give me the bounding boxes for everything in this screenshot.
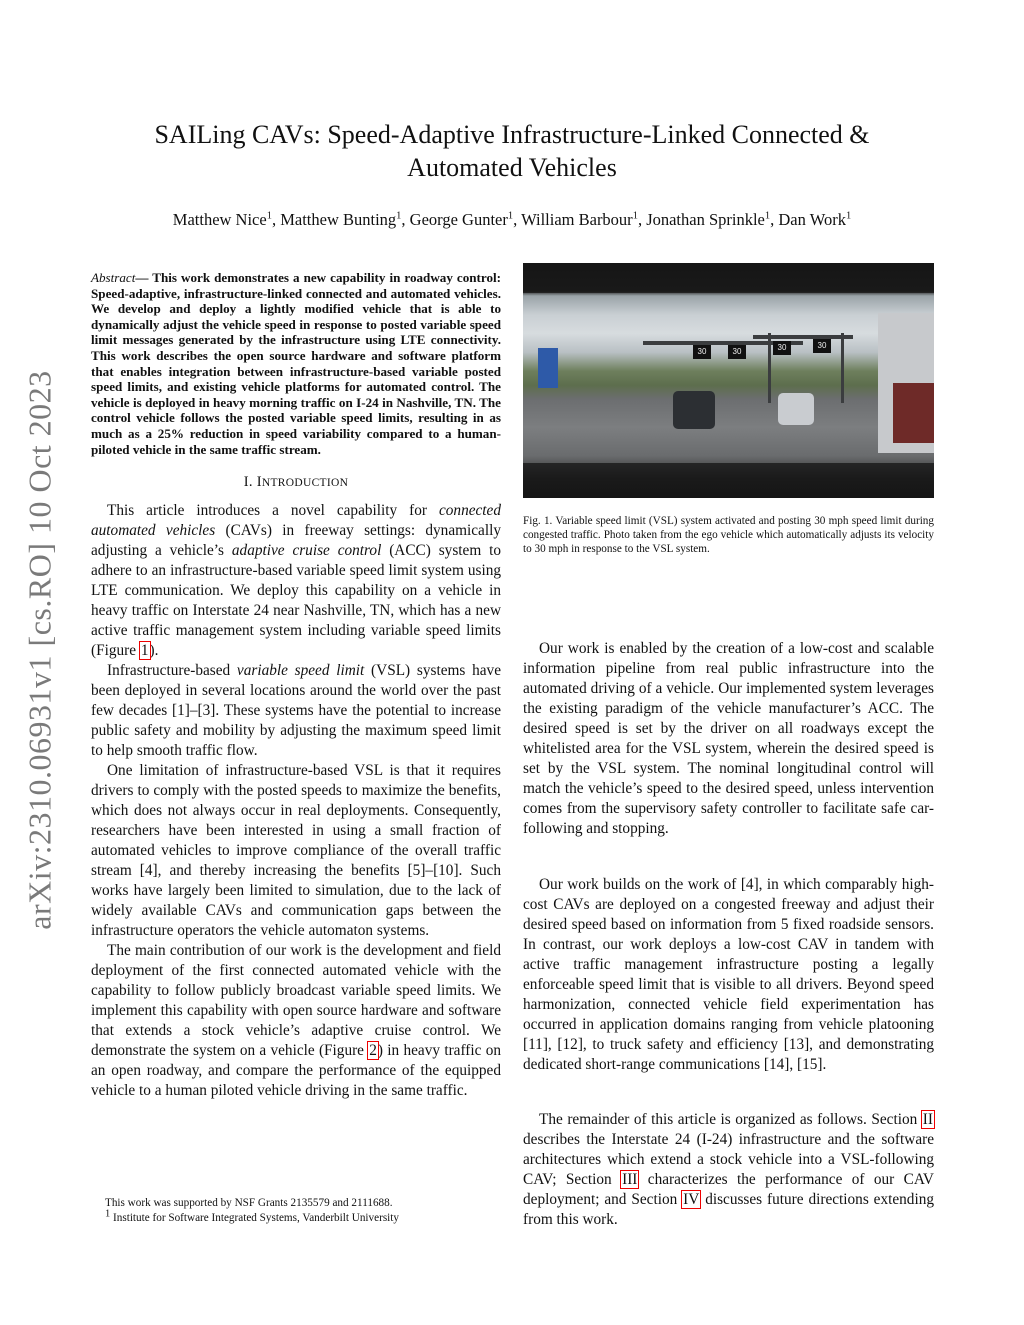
- lead-vehicle: [673, 391, 715, 429]
- author: George Gunter$^1$: [409, 210, 514, 229]
- section-ref-link[interactable]: III: [622, 1171, 638, 1188]
- footnote: [91, 1196, 501, 1226]
- dashboard-shade: [523, 463, 934, 498]
- section-ref-link[interactable]: IV: [683, 1191, 700, 1208]
- sign-gantry: [753, 335, 853, 339]
- author: Matthew Bunting$^1$: [280, 210, 402, 229]
- paper-title: [130, 118, 894, 184]
- figure-1-caption: Fig. 1. Variable speed limit (VSL) system activated and posting 30 mph speed limit during congested traffic. Photo taken from the ego vehicle which automatically adjusts its velocity to 30 mph in response to the VSL system.: [523, 515, 934, 555]
- affiliation-note: $^1$ Institute for Software Integrated Systems, Vanderbilt University: [105, 1208, 399, 1224]
- funding-note: This work was supported by NSF Grants 2135579 and 2111688.: [105, 1197, 393, 1209]
- arxiv-watermark: [20, 360, 60, 940]
- abstract-text: This work demonstrates a new capability in roadway control: Speed-adaptive, infrastructure-linked connected and automated vehicles. We develop and deploy a lightly modified vehicle that is able to dynamically adjust the vehicle speed in response to posted variable speed limit messages generated by the infrastructure using LTE connectivity. This work describes the open source hardware and software platform that enables integration between infrastructure-based variable posted speed limits, and existing vehicle platforms for automated control. The vehicle is deployed in heavy morning traffic on I-24 in Nashville, TN. The control vehicle follows the posted variable speed limits, resulting in as much as a 25% reduction in speed variability compared to a human-piloted vehicle in the same traffic stream.: [91, 270, 501, 457]
- vsl-sign: 30: [693, 345, 711, 359]
- gantry-pole: [768, 333, 771, 403]
- section-heading-introduction: I. INTRODUCTION: [243, 474, 349, 491]
- right-paragraph-1: Our work is enabled by the creation of a low-cost and scalable information pipeline from real public infrastructure into the automated driving of a vehicle. Our implemented system leverages the existing paradigm of the vehicle manufacturer’s ACC. The desired speed is set by the driver on all roadways except the whitelisted area for the VSL system, wherein the desired speed is set by the VSL system. The nominal longitudinal control will match the vehicle’s speed to the desired speed, unless intervention comes from the supervisory safety controller to facilitate safe car-following and stopping.: [523, 640, 934, 837]
- vehicle: [778, 393, 814, 425]
- right-column-block-1: [523, 639, 934, 839]
- vsl-sign: 30: [728, 345, 746, 359]
- author-list: Matthew Nice$^1$, Matthew Bunting$^1$, George Gunter$^1$, William Barbour$^1$, Jonathan Sprinkle$^1$, Dan Work$^1$: [172, 210, 852, 229]
- vehicle: [893, 383, 934, 443]
- right-paragraph-2: Our work builds on the work of [4], in which comparably high-cost CAVs are deployed on a congested freeway and adjust their desired speed based on information from 5 fixed roadside sensors. In contrast, our work deploys a low-cost CAV in tandem with active traffic management infrastructure posting a legally enforceable speed limit that is visible to all drivers. Beyond speed harmonization, connected vehicle field experimentation has occurred in application domains ranging from vehicle platooning [11], [12], to truck safety and efficiency [13], and demonstrating dedicated short-range communications [14], [15].: [523, 876, 934, 1073]
- abstract-label: Abstract: [91, 270, 136, 285]
- figure-ref-link[interactable]: 2: [369, 1042, 377, 1060]
- section-ref-link[interactable]: II: [922, 1111, 933, 1128]
- vsl-sign: 30: [773, 341, 791, 355]
- route-sign: [538, 348, 558, 388]
- abstract: Abstract— This work demonstrates a new capability in roadway control: Speed-adaptive, infrastructure-linked connected and automated vehicles. We develop and deploy a lightly modified vehicle that is able to dynamically adjust the vehicle speed in response to posted variable speed limit messages generated by the infrastructure using LTE connectivity. This work describes the open source hardware and software platform that enables integration between infrastructure-based variable posted speed limits, and existing vehicle platforms for automated control. The vehicle is deployed in heavy morning traffic on I-24 in Nashville, TN. The control vehicle follows the posted variable speed limits, resulting in as much as a 25% reduction in speed variability compared to a human-piloted vehicle in the same traffic stream.: [91, 270, 501, 457]
- right-column-block-2: [523, 875, 934, 1075]
- intro-paragraph-2: Infrastructure-based variable speed limit (VSL) systems have been deployed in several locations around the world over the past few decades [1]–[3]. These systems have the potential to increase public safety and mobility by adjusting the maximum speed limit to help smooth traffic flow.: [91, 662, 501, 760]
- intro-paragraph-4: The main contribution of our work is the development and field deployment of the first connected automated vehicle with the capability to follow publicly broadcast variable speed limits. We implement this capability with open source hardware and software that extends a stock vehicle’s adaptive cruise control. We demonstrate the system on a vehicle (Figure 2) in heavy traffic on an open roadway, and compare the performance of the equipped vehicle to a human piloted vehicle driving in the same traffic.: [91, 942, 501, 1100]
- title-line-1: SAILing CAVs: Speed-Adaptive Infrastructure-Linked Connected &: [154, 120, 870, 149]
- figure-ref-link[interactable]: 1: [140, 642, 149, 660]
- arxiv-id: arXiv:2310.06931v1 [cs.RO] 10 Oct 2023: [21, 370, 58, 930]
- vsl-sign: 30: [813, 339, 831, 353]
- windshield-shade: [523, 263, 934, 293]
- right-column-block-3: [523, 1110, 934, 1230]
- left-column: [91, 270, 501, 1101]
- intro-paragraph-1: This article introduces a novel capability for connected automated vehicles (CAVs) in freeway settings: dynamically adjusting a vehicle’s adaptive cruise control (ACC) system to adhere to an infrastructure-based variable speed limit system using LTE communication. We deploy this capability on a vehicle in heavy traffic on Interstate 24 near Nashville, TN, which has a new active traffic management system including variable speed limits (Figure 1).: [91, 502, 501, 660]
- author: William Barbour$^1$: [521, 210, 638, 229]
- title-line-2: Automated Vehicles: [407, 153, 617, 182]
- author: Matthew Nice$^1$: [172, 210, 272, 229]
- right-paragraph-3: The remainder of this article is organized as follows. Section II describes the Interstate 24 (I-24) infrastructure and the software architectures which extend a stock vehicle into a VSL-following CAV; Section III characterizes the performance of our CAV deployment; and Section IV discusses future directions extending from this work.: [523, 1111, 934, 1228]
- figure-1-photo: [523, 263, 934, 498]
- author: Jonathan Sprinkle$^1$: [646, 210, 771, 229]
- intro-paragraph-3: One limitation of infrastructure-based VSL is that it requires drivers to comply with the posted speeds to maximize the benefits, which does not always occur in real deployments. Consequently, researchers have been interested in using a small fraction of automated vehicles to improve compliance of the overall traffic stream [4], and thereby increasing the benefits [5]–[10]. Such works have largely been limited to simulation, due to the lack of widely available CAVs and communication gaps between the infrastructure operators the vehicle automaton systems.: [91, 762, 501, 940]
- gantry-pole: [841, 333, 844, 403]
- author: Dan Work$^1$: [778, 210, 852, 229]
